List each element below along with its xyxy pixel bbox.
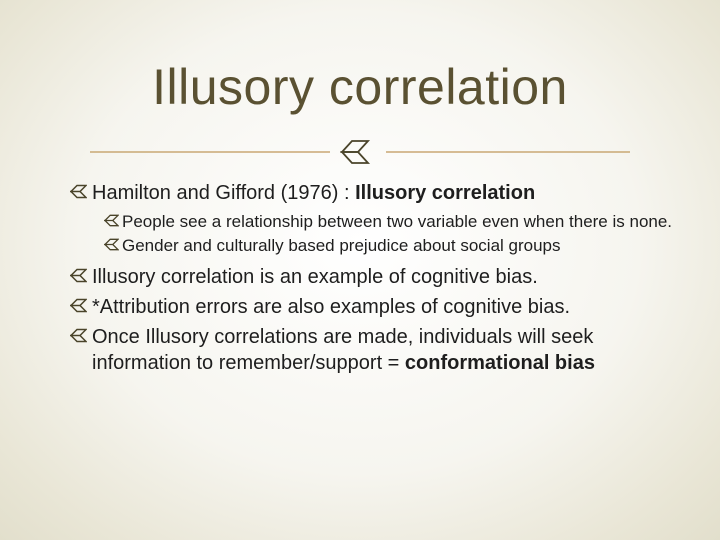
bullet-bold-text: Illusory correlation <box>355 182 536 204</box>
bullet-text: Hamilton and Gifford (1976) : <box>92 182 356 204</box>
bullet-item <box>70 180 690 206</box>
sub-bullet-item <box>70 234 690 257</box>
list-bullet-icon <box>70 298 87 313</box>
bullet-text: Illusory correlation is an example of cognitive bias. <box>92 266 538 288</box>
bullet-item <box>70 294 690 320</box>
list-bullet-icon <box>104 214 119 227</box>
list-bullet-icon <box>70 184 87 199</box>
title-divider <box>90 138 630 166</box>
sub-bullet-text: Gender and culturally based prejudice about social groups <box>122 236 561 255</box>
bullet-item <box>70 324 690 376</box>
bullet-list <box>70 180 690 380</box>
sub-bullet-text: People see a relationship between two variable even when there is none. <box>122 212 673 231</box>
bullet-item <box>70 264 690 290</box>
bullet-text: *Attribution errors are also examples of cognitive bias. <box>92 296 571 318</box>
bullet-bold-text: conformational bias <box>404 352 595 374</box>
list-bullet-icon <box>70 328 87 343</box>
bullet-text: Once Illusory correlations are made, individuals will seek information to remember/support = <box>92 326 594 374</box>
list-bullet-icon <box>70 268 87 283</box>
divider-line <box>90 138 630 166</box>
sub-bullet-item <box>70 210 690 233</box>
list-bullet-icon <box>104 238 119 251</box>
slide-title: Illusory correlation <box>152 59 568 115</box>
list-bullet-icon <box>342 141 368 163</box>
